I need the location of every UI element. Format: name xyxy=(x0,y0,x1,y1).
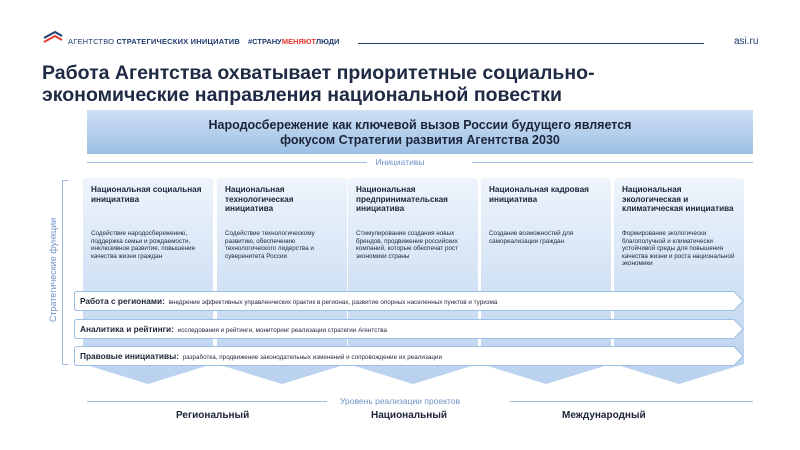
initiative-desc: Формирование экологически благополучной и климатически устойчивой среды для повышения качества жизни и роста национальной экономики xyxy=(622,230,735,267)
function-text: разработка, продвижение законодательных изменений и сопровождение их реализации xyxy=(182,354,442,361)
function-text: внедрение эффективных управленческих практик в регионах, развитие опорных населенных пунктов и туризма xyxy=(168,299,498,306)
site-link[interactable]: asi.ru xyxy=(734,36,759,47)
strategic-functions-label: Стратегические функции xyxy=(48,217,58,323)
functions-bracket xyxy=(62,180,68,365)
initiative-desc: Содействие технологическому развитию, обеспечению технологического лидерства и суверенитета России xyxy=(225,230,315,260)
initiative-title: Национальная социальная инициатива xyxy=(91,185,202,204)
function-bar-legal xyxy=(74,346,744,366)
initiative-desc: Содействие народосбережению, поддержка семьи и рождаемости, инклюзивное развитие, повышение качества жизни граждан xyxy=(91,230,196,260)
function-label: Аналитика и рейтинги: xyxy=(80,324,174,334)
function-bar-analytics xyxy=(74,319,744,339)
initiative-title: Национальная технологическая инициатива xyxy=(225,185,294,213)
level-regional: Региональный xyxy=(176,410,250,421)
level-national: Национальный xyxy=(371,410,448,421)
asi-logo-icon xyxy=(42,28,64,46)
initiative-desc: Стимулирование создания новых брендов, продвижение российских компаний, которые обеспечат рост экономики страны xyxy=(356,230,459,260)
function-label: Правовые инициативы: xyxy=(80,351,179,361)
agency-name: АГЕНТСТВО СТРАТЕГИЧЕСКИХ ИНИЦИАТИВ xyxy=(68,37,240,46)
initiative-title: Национальная экологическая и климатическая инициатива xyxy=(622,185,734,213)
level-international: Международный xyxy=(562,410,646,421)
implementation-level-label: Уровень реализации проектов xyxy=(340,396,460,406)
initiative-title: Национальная кадровая инициатива xyxy=(489,185,589,204)
page-title: Работа Агентства охватывает приоритетные социально- экономические направления национальной повестки xyxy=(42,62,595,106)
initiatives-divider-right xyxy=(472,162,753,163)
function-label: Работа с регионами: xyxy=(80,296,165,306)
function-bar-regions xyxy=(74,291,744,311)
function-text: исследования и рейтинги, мониторинг реализации стратегии Агентства xyxy=(177,327,388,334)
level-divider-right xyxy=(510,401,753,402)
initiative-desc: Создание возможностей для самореализации граждан xyxy=(489,230,574,245)
hashtag: #СТРАНУМЕНЯЮТЛЮДИ xyxy=(248,37,340,46)
initiatives-label: Инициативы xyxy=(375,157,425,167)
header-divider xyxy=(358,43,704,44)
strategy-banner: Народосбережение как ключевой вызов России будущего является фокусом Стратегии развития Агентства 2030 xyxy=(87,110,753,154)
initiative-title: Национальная предпринимательская инициатива xyxy=(356,185,448,213)
